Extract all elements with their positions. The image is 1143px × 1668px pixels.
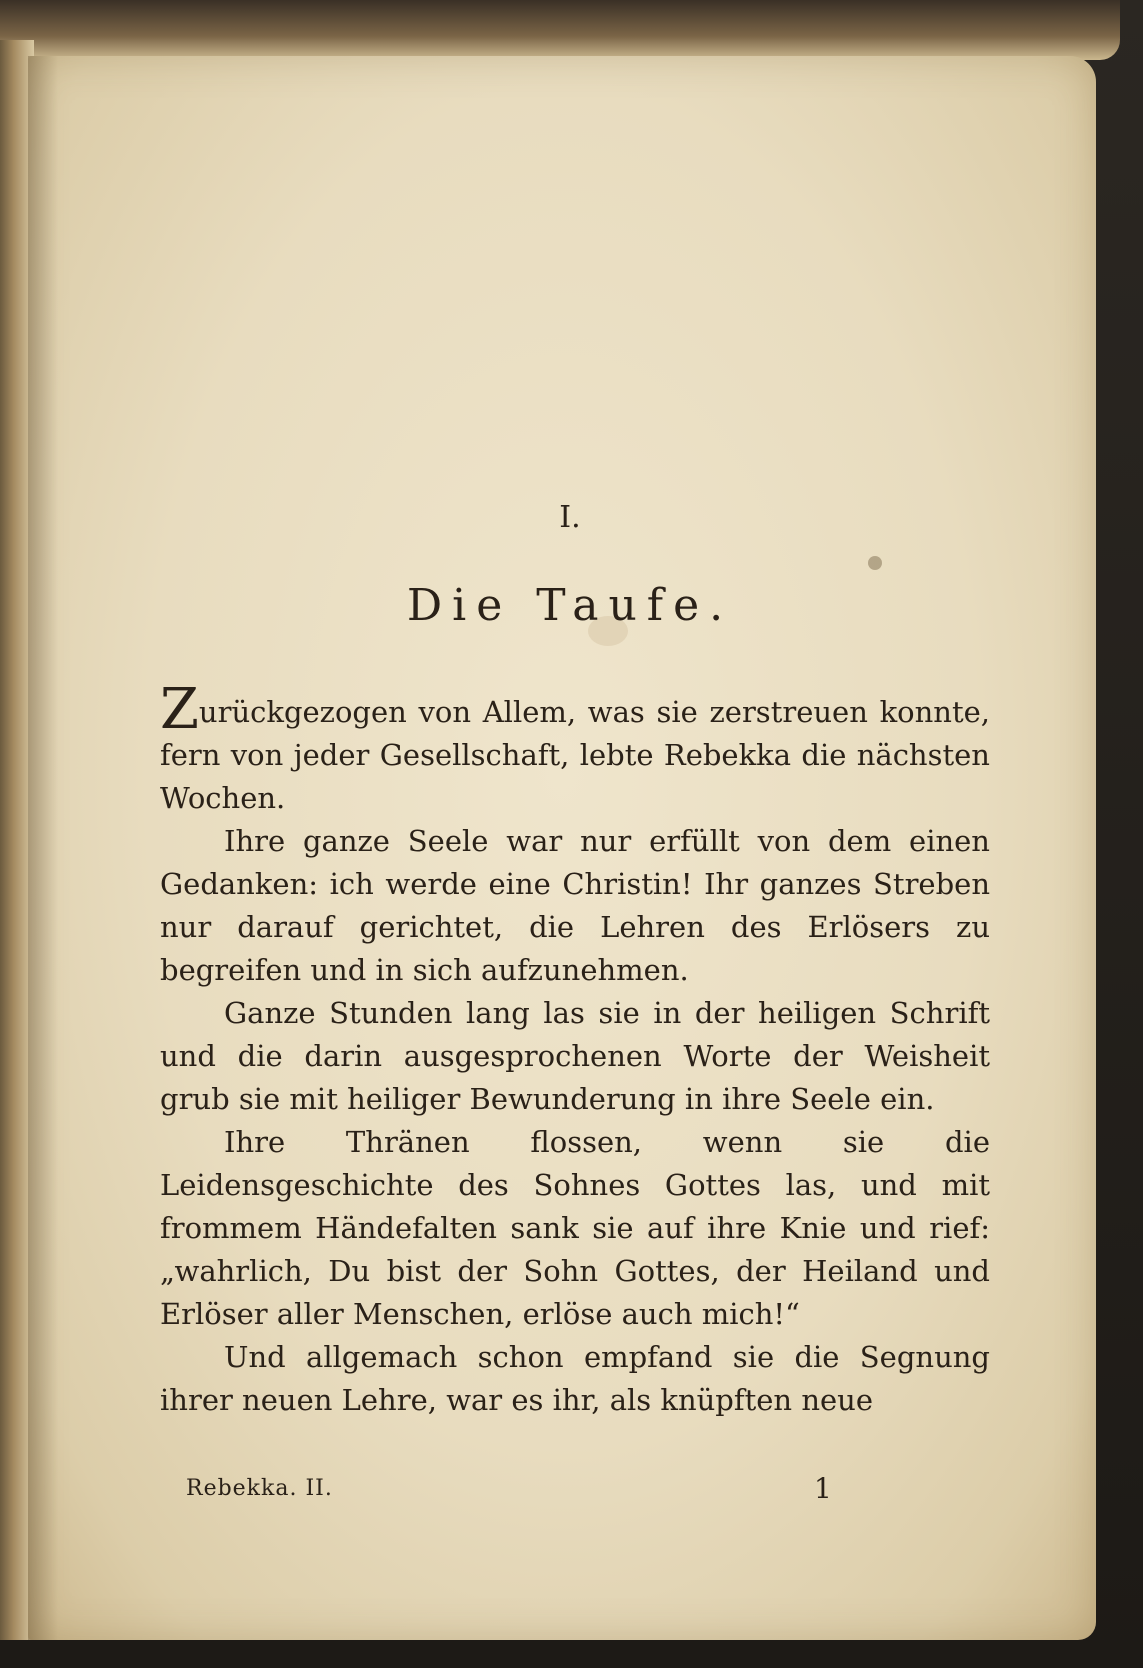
paragraph-text: urückgezogen von Allem, was sie zerstreuen konnte, fern von jeder Gesellschaft, lebte Rebekka die nächsten Wochen.	[160, 695, 990, 815]
signature-mark: Rebekka. II.	[186, 1476, 333, 1501]
paragraph: Und allgemach schon empfand sie die Segnung ihrer neuen Lehre, war es ihr, als knüpften neue	[160, 1340, 990, 1417]
chapter-number: I.	[559, 500, 581, 535]
drop-cap: Z	[160, 677, 199, 742]
page-number: 1	[814, 1472, 832, 1505]
page-gutter-shadow	[28, 56, 58, 1640]
paragraph	[160, 677, 990, 820]
book-top-edge	[0, 0, 1120, 60]
paper-stain	[868, 556, 882, 570]
paragraph: Ganze Stunden lang las sie in der heiligen Schrift und die darin ausgesprochenen Worte der Weisheit grub sie mit heiliger Bewunderung in ihre Seele ein.	[160, 996, 990, 1116]
paragraph: Ihre Thränen flossen, wenn sie die Leidensgeschichte des Sohnes Gottes las, und mit frommem Händefalten sank sie auf ihre Knie und rief: „wahrlich, Du bist der Sohn Gottes, der Heiland und Erlöser aller Menschen, erlöse auch mich!“	[160, 1125, 990, 1331]
body-text	[160, 677, 990, 1422]
paragraph: Ihre ganze Seele war nur erfüllt von dem einen Gedanken: ich werde eine Christin! Ihr ganzes Streben nur darauf gerichtet, die Lehren des Erlösers zu begreifen und in sich aufzunehmen.	[160, 824, 990, 987]
chapter-title: Die Taufe.	[406, 580, 734, 631]
page-footer	[186, 1472, 966, 1516]
